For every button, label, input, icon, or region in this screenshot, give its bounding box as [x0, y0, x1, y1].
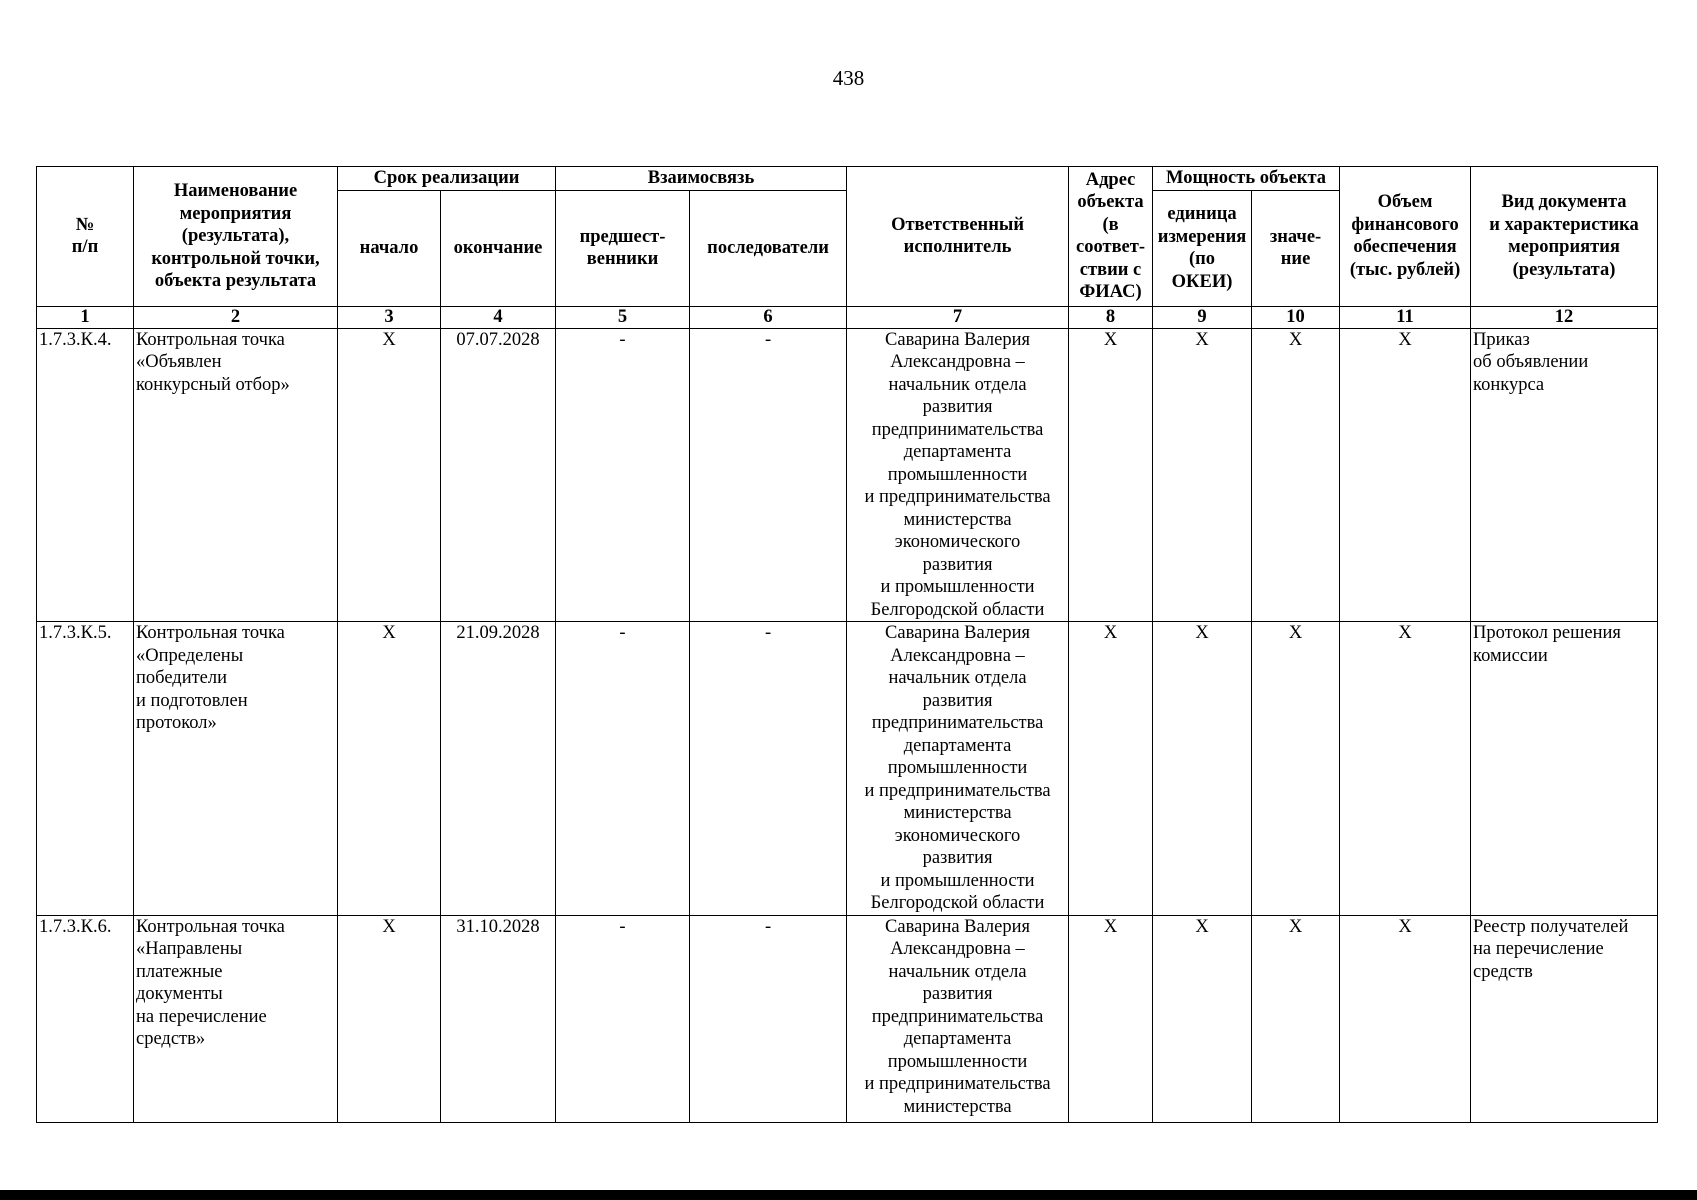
row-start: [338, 915, 441, 1122]
column-numbers-row: [37, 306, 1658, 328]
header-finance: Объем финансового обеспечения (тыс. рублей): [1340, 167, 1471, 307]
row-finance-text: X: [1398, 916, 1412, 937]
header-capacity-group: Мощность объекта: [1153, 167, 1340, 191]
row-name: [134, 915, 338, 1122]
row-responsible: Саварина Валерия Александровна – начальник отдела развития предпринимательства департамента промышленности и предпринимательства министерства экономического развития и промышленности Белгородской области: [847, 328, 1069, 622]
header-address: Адрес объекта (в соответ- ствии с ФИАС): [1069, 167, 1153, 307]
column-number: 3: [338, 306, 441, 328]
row-successors-text: -: [764, 916, 772, 937]
row-predecessors: -: [556, 328, 690, 622]
column-number: 11: [1340, 306, 1471, 328]
table-body: [37, 328, 1658, 1122]
row-finance: [1340, 915, 1471, 1122]
column-number: 2: [134, 306, 338, 328]
row-responsible: [847, 915, 1069, 1122]
row-unit-text: X: [1195, 916, 1209, 937]
row-num: [37, 915, 134, 1122]
row-doc: Протокол решения комиссии: [1471, 622, 1658, 916]
column-number: 10: [1252, 306, 1340, 328]
row-value-text: X: [1288, 916, 1303, 937]
row-start-text: X: [382, 916, 396, 937]
row-address: X: [1069, 622, 1153, 916]
scan-bottom-edge: [0, 1190, 1697, 1200]
column-number: 5: [556, 306, 690, 328]
row-unit: X: [1153, 328, 1252, 622]
row-predecessors-text: -: [619, 916, 626, 937]
row-successors: -: [690, 328, 847, 622]
row-num-text: 1.7.3.К.6.: [39, 916, 112, 937]
row-unit: [1153, 915, 1252, 1122]
row-address: [1069, 915, 1153, 1122]
row-successors: [690, 915, 847, 1122]
column-number: 9: [1153, 306, 1252, 328]
row-address: X: [1069, 328, 1153, 622]
row-num: 1.7.3.К.5.: [37, 622, 134, 916]
row-finance: X: [1340, 328, 1471, 622]
row-doc-text: Реестр получателей на перечисление средств: [1473, 916, 1629, 982]
row-end: [441, 915, 556, 1122]
plan-table: [36, 166, 1658, 1123]
row-start: X: [338, 328, 441, 622]
row-value: [1252, 915, 1340, 1122]
table-row: [37, 622, 1658, 916]
row-doc: Приказ об объявлении конкурса: [1471, 328, 1658, 622]
row-successors: -: [690, 622, 847, 916]
row-doc: [1471, 915, 1658, 1122]
column-number: 1: [37, 306, 134, 328]
row-start: X: [338, 622, 441, 916]
header-term-start: начало: [338, 190, 441, 306]
header-term-end: окончание: [441, 190, 556, 306]
header-doc-type: Вид документа и характеристика мероприятия (результата): [1471, 167, 1658, 307]
row-finance: X: [1340, 622, 1471, 916]
row-num: 1.7.3.К.4.: [37, 328, 134, 622]
column-number: 12: [1471, 306, 1658, 328]
row-name-text: Контрольная точка «Направлены платежные документы на перечисление средств»: [136, 916, 285, 1049]
header-capacity-unit: единица измерения (по ОКЕИ): [1153, 190, 1252, 306]
column-number: 7: [847, 306, 1069, 328]
row-name: Контрольная точка «Объявлен конкурсный отбор»: [134, 328, 338, 622]
row-end-text: 31.10.2028: [456, 916, 540, 937]
row-value: X: [1252, 622, 1340, 916]
column-number: 6: [690, 306, 847, 328]
page-number: 438: [832, 66, 865, 90]
table-header: [37, 167, 1658, 329]
header-link-group: Взаимосвязь: [556, 167, 847, 191]
row-value: X: [1252, 328, 1340, 622]
table-row: [37, 915, 1658, 1122]
row-responsible: Саварина Валерия Александровна – начальник отдела развития предпринимательства департамента промышленности и предпринимательства министерства экономического развития и промышленности Белгородской области: [847, 622, 1069, 916]
column-number: 8: [1069, 306, 1153, 328]
row-unit: X: [1153, 622, 1252, 916]
header-num: № п/п: [37, 167, 134, 307]
header-term-group: Срок реализации: [338, 167, 556, 191]
row-name: Контрольная точка «Определены победители и подготовлен протокол»: [134, 622, 338, 916]
row-end: 07.07.2028: [441, 328, 556, 622]
row-responsible-text: Саварина Валерия Александровна – начальник отдела развития предпринимательства департамента промышленности и предпринимательства министерства: [864, 916, 1051, 1117]
header-link-pred: предшест- венники: [556, 190, 690, 306]
row-end: 21.09.2028: [441, 622, 556, 916]
header-capacity-value: значе- ние: [1252, 190, 1340, 306]
row-address-text: X: [1103, 916, 1118, 937]
header-responsible: Ответственный исполнитель: [847, 167, 1069, 307]
header-link-succ: последователи: [690, 190, 847, 306]
row-predecessors: [556, 915, 690, 1122]
header-name: Наименование мероприятия (результата), контрольной точки, объекта результата: [134, 167, 338, 307]
column-number: 4: [441, 306, 556, 328]
table-row: [37, 328, 1658, 622]
row-predecessors: -: [556, 622, 690, 916]
